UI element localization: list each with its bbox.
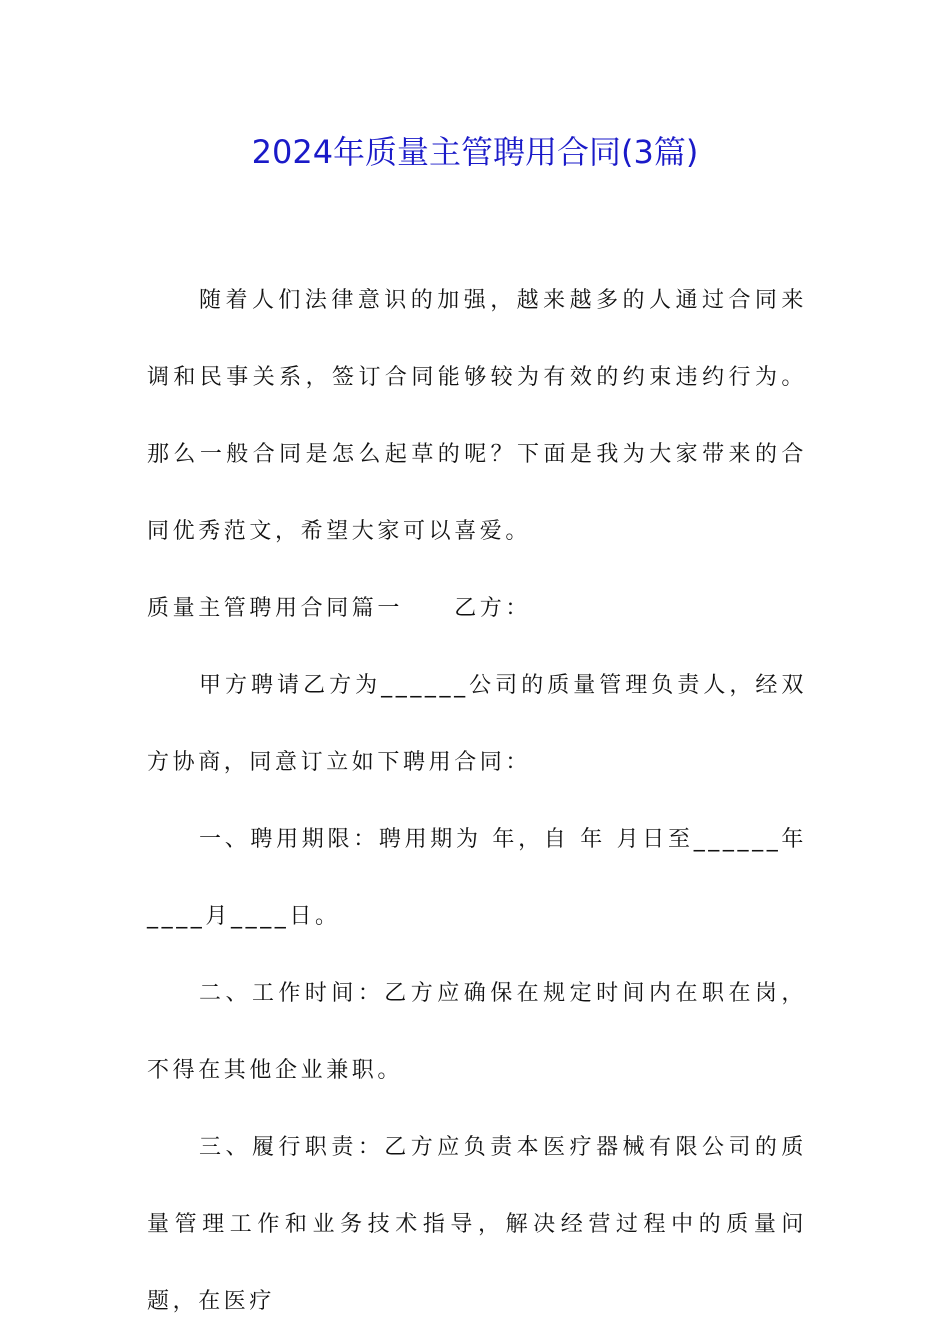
- paragraph-intro: 随着人们法律意识的加强，越来越多的人通过合同来调和民事关系，签订合同能够较为有效的约束违约行为。那么一般合同是怎么起草的呢？下面是我为大家带来的合同优秀范文，希望大家可以喜爱。: [147, 288, 807, 544]
- document-title: 2024年质量主管聘用合同(3篇): [251, 133, 699, 171]
- paragraph-working-hours: 二、工作时间：乙方应确保在规定时间内在职在岗，不得在其他企业兼职。: [147, 981, 807, 1083]
- paragraph-term: 一、聘用期限：聘用期为 年，自 年 月日至______年____月____日。: [147, 827, 807, 929]
- paragraph-appointment: 甲方聘请乙方为______公司的质量管理负责人，经双方协商，同意订立如下聘用合同：: [147, 673, 807, 775]
- paragraph-duties: 三、履行职责：乙方应负责本医疗器械有限公司的质量管理工作和业务技术指导，解决经营过程中的质量问题，在医疗: [147, 1135, 807, 1314]
- paragraph-section-heading: 质量主管聘用合同篇一 乙方：: [147, 596, 532, 621]
- document-body: [147, 262, 807, 1340]
